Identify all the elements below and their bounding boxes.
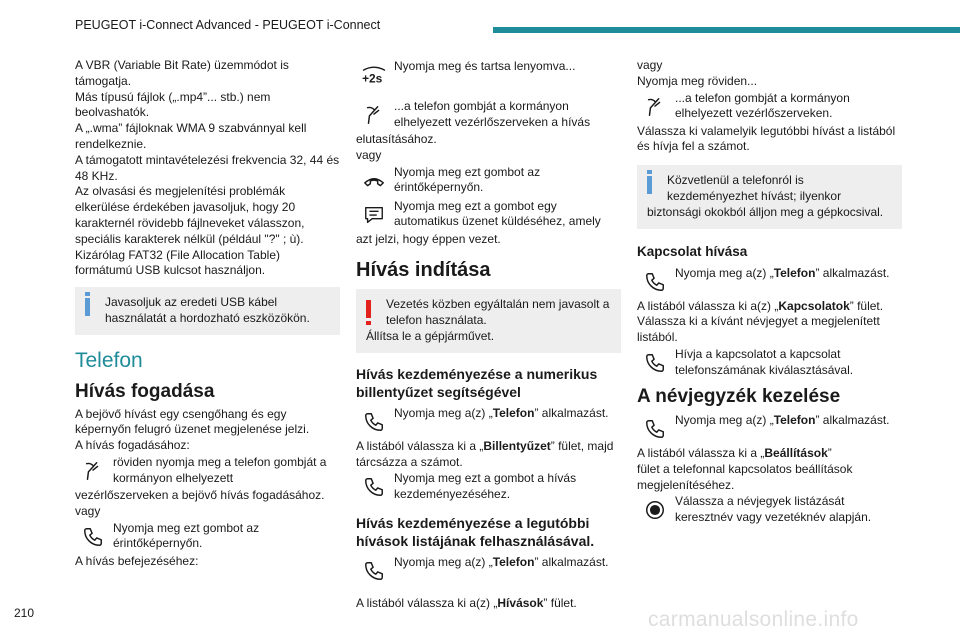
info-icon [647,176,652,194]
usb-filename-text: Az olvasási és megjelenítési problémák elkerülése érdekében javasoljuk, hogy 20 karakternél rövidebb fájlneveket válasszon, speciális karakterek nélkül (például "?" ; ù). [75,184,305,246]
step-text: Hívja a kapcsolatot a kapcsolat telefonszámának kiválasztásával. [675,346,854,377]
step-text: Nyomja meg ezt a gombot egy automatikus üzenet küldéséhez, amely [394,198,601,229]
usb-vbr-text: A VBR (Variable Bit Rate) üzemmódot is támogatja. [75,58,289,88]
note-text: Közvetlenül a telefonról is kezdeményezhet hívást; ilyenkor [667,173,842,203]
step-send-message [356,198,621,232]
phone-icon [637,346,673,380]
step-sort-contacts [637,493,902,527]
heading-manage-contacts: A névjegyzék kezelése [637,385,841,407]
step-text: ...a telefon gombját a kormányon elhelyezett vezérlőszerveken. [675,90,850,121]
step-text: Válassza a névjegyek listázását keresztnév vagy vezetéknév alapján. [675,494,872,525]
settings-instruction-cont: fület a telefonnal kapcsolatos beállítások megjelenítéséhez. [637,461,853,492]
step-open-phone-app [356,405,621,439]
heading-receive-call: Hívás fogadása [75,380,215,402]
step-wheel-call [637,90,902,124]
phone-icon [75,454,111,488]
column-left [75,58,340,569]
note-text-cont: biztonsági okokból álljon meg a gépkocsival. [647,204,884,219]
step-text: ...a telefon gombját a kormányon elhelyezett vezérlőszerveken a hívás [394,99,591,129]
info-note-direct-call [637,165,902,228]
recent-instruction: A listából válassza ki a(z) „Hívások” fület. [356,596,577,611]
step-open-phone-app [637,412,902,446]
phone-icon [637,412,673,446]
or-text: vagy [75,503,101,518]
step-touch-reject [356,164,621,198]
keypad-instruction: A listából válassza ki a „Billentyűzet” fület, majd tárcsázza a számot. [356,438,614,469]
usb-fat32-text: Kizárólag FAT32 (File Allocation Table) formátumú USB kulcsot használjon. [75,247,280,278]
step-text: Nyomja meg a(z) „Telefon” alkalmazást. [394,555,609,570]
press-hold-2s-icon [356,58,392,92]
step-text: Nyomja meg ezt gombot az érintőképernyőn. [394,164,541,195]
page-number: 210 [14,606,35,620]
short-press-text: Nyomja meg röviden... [637,73,758,88]
usb-wma-text: A „.wma” fájloknak WMA 9 szabvánnyal kell rendelkeznie. [75,121,307,151]
contacts-instruction: A listából válassza ki a(z) „Kapcsolatok” fület. [637,298,884,313]
warning-icon [366,300,371,318]
step-call-contact [637,346,902,380]
phone-icon [356,98,392,132]
step-dial [356,470,621,504]
message-icon [356,198,392,232]
receive-how-text: A hívás fogadásához: [75,438,190,453]
step-text-cont: azt jelzi, hogy éppen vezet. [356,231,501,246]
column-right [637,58,902,527]
radio-button-icon [637,493,673,527]
or-text: vagy [356,147,382,162]
note-text-cont: Állítsa le a gépjárművet. [366,328,495,343]
heading-start-call: Hívás indítása [356,259,491,282]
step-text-cont: elutasításához. [356,132,437,146]
step-wheel-answer [75,454,340,488]
note-text: Javasoljuk az eredeti USB kábel használatát a hordozható eszközökön. [105,295,310,325]
step-text: Nyomja meg a(z) „Telefon” alkalmazást. [394,405,609,420]
phone-icon [356,554,392,588]
phone-icon [637,265,673,299]
step-text: Nyomja meg a(z) „Telefon” alkalmazást. [675,265,890,280]
step-text: Nyomja meg a(z) „Telefon” alkalmazást. [675,412,890,427]
step-wheel-reject [356,98,621,132]
step-open-phone-app [637,265,902,299]
section-title-telefon: Telefon [75,348,143,372]
svg-text:+2s: +2s [362,71,383,86]
or-text: vagy [637,58,663,72]
usb-filetypes-text: Más típusú fájlok („.mp4”... stb.) nem beolvashatók. [75,89,271,120]
step-touch-answer [75,520,340,554]
heading-numeric-keypad: Hívás kezdeményezése a numerikus billentyűzet segítségével [356,365,598,400]
heading-recent-calls: Hívás kezdeményezése a legutóbbi hívások listájának felhasználásával. [356,515,595,550]
header-accent-bar [493,27,960,33]
end-call-text: A hívás befejezéséhez: [75,553,199,568]
phone-icon [75,520,111,554]
usb-frequency-text: A támogatott mintavételezési frekvencia 32, 44 és 48 KHz. [75,152,340,183]
warning-note-driving [356,289,621,352]
watermark: carmanualsonline.info [648,608,859,631]
receive-intro-text: A bejövő hívást egy csengőhang és egy képernyőn felugró üzenet megjelenése jelzi. [75,406,310,437]
contacts-select-text: Válassza ki a kívánt névjegyet a megjelenített listából. [637,314,880,345]
step-text: Nyomja meg és tartsa lenyomva... [394,59,576,73]
step-text: Nyomja meg ezt gombot az érintőképernyőn. [113,520,260,551]
step-text-cont: vezérlőszerveken a bejövő hívás fogadásához. [75,487,325,502]
step-press-hold [356,58,621,92]
phone-icon [356,470,392,504]
column-middle [356,58,621,612]
step-text: Nyomja meg ezt a gombot a hívás kezdeményezéséhez. [394,471,577,502]
heading-call-contact: Kapcsolat hívása [637,243,748,259]
hang-up-icon [356,164,392,198]
step-open-phone-app [356,554,621,588]
step-text: röviden nyomja meg a telefon gombját a kormányon elhelyezett [113,454,327,485]
running-header: PEUGEOT i-Connect Advanced - PEUGEOT i-Connect [75,18,381,32]
choose-recent-text: Válassza ki valamelyik legutóbbi hívást a listából és hívja fel a számot. [637,123,896,154]
phone-icon [356,405,392,439]
note-text: Vezetés közben egyáltalán nem javasolt a telefon használata. [386,297,610,328]
phone-icon [637,90,673,124]
info-note-usb-cable [75,287,340,335]
info-icon [85,298,90,316]
settings-instruction: A listából válassza ki a „Beállítások” [637,445,832,460]
